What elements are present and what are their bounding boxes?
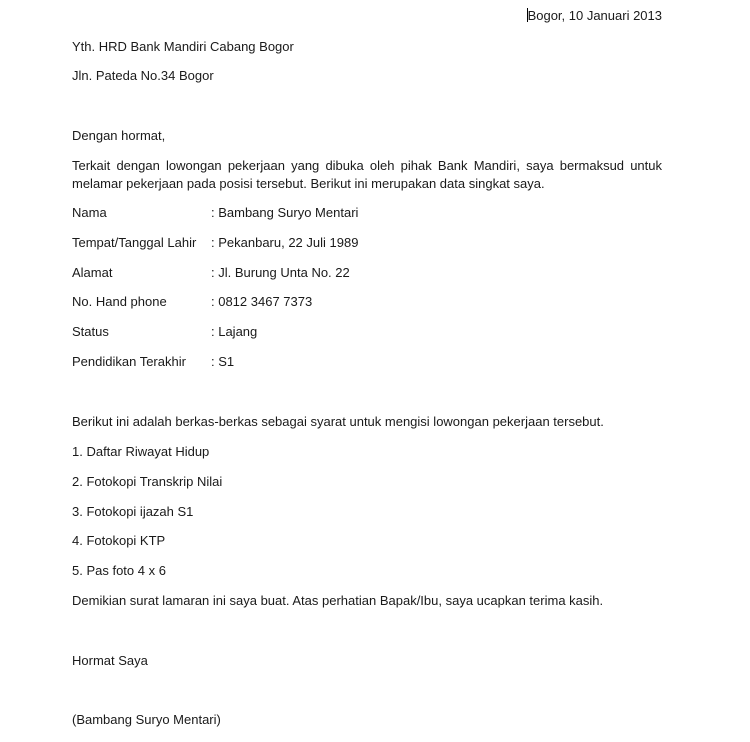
closing-line: Demikian surat lamaran ini saya buat. Atas perhatian Bapak/Ibu, saya ucapkan terima kasih. bbox=[72, 593, 604, 608]
field-label: Nama bbox=[72, 205, 107, 220]
field-label: Status bbox=[72, 324, 109, 339]
attachment-item: 2. Fotokopi Transkrip Nilai bbox=[72, 474, 223, 489]
field-value: : 0812 3467 7373 bbox=[211, 294, 313, 309]
recipient-line: Yth. HRD Bank Mandiri Cabang Bogor bbox=[72, 39, 294, 54]
attachment-item: 1. Daftar Riwayat Hidup bbox=[72, 444, 210, 459]
field-row-alamat bbox=[72, 265, 350, 281]
field-label: Pendidikan Terakhir bbox=[72, 354, 186, 369]
regards-line: Hormat Saya bbox=[72, 653, 148, 668]
field-value: : Lajang bbox=[211, 324, 258, 339]
attachment-item: 4. Fotokopi KTP bbox=[72, 533, 166, 548]
field-label: Alamat bbox=[72, 265, 113, 280]
field-value: : S1 bbox=[211, 354, 235, 369]
field-label: No. Hand phone bbox=[72, 294, 167, 309]
field-value: : Bambang Suryo Mentari bbox=[211, 205, 359, 220]
field-value: : Pekanbaru, 22 Juli 1989 bbox=[211, 235, 359, 250]
attachment-item: 3. Fotokopi ijazah S1 bbox=[72, 504, 194, 519]
field-row-hp bbox=[72, 294, 312, 310]
greeting-line: Dengan hormat, bbox=[72, 128, 166, 143]
letter-date bbox=[527, 8, 662, 24]
address-line: Jln. Pateda No.34 Bogor bbox=[72, 68, 214, 83]
attachments-intro: Berikut ini adalah berkas-berkas sebagai syarat untuk mengisi lowongan pekerjaan tersebut. bbox=[72, 414, 604, 429]
field-value: : Jl. Burung Unta No. 22 bbox=[211, 265, 350, 280]
intro-line-1: Terkait dengan lowongan pekerjaan yang dibuka oleh pihak Bank Mandiri, saya bermaksud untuk bbox=[72, 158, 662, 173]
field-row-status bbox=[72, 324, 257, 340]
signature-line: (Bambang Suryo Mentari) bbox=[72, 712, 221, 727]
field-label: Tempat/Tanggal Lahir bbox=[72, 235, 197, 250]
field-row-pendidikan bbox=[72, 354, 234, 370]
field-row-nama bbox=[72, 205, 358, 221]
intro-line-2: melamar pekerjaan pada posisi tersebut. Berikut ini merupakan data singkat saya. bbox=[72, 176, 545, 191]
letter-date-text: Bogor, 10 Januari 2013 bbox=[527, 8, 662, 23]
attachment-item: 5. Pas foto 4 x 6 bbox=[72, 563, 166, 578]
field-row-ttl bbox=[72, 235, 358, 251]
intro-paragraph bbox=[72, 157, 662, 193]
